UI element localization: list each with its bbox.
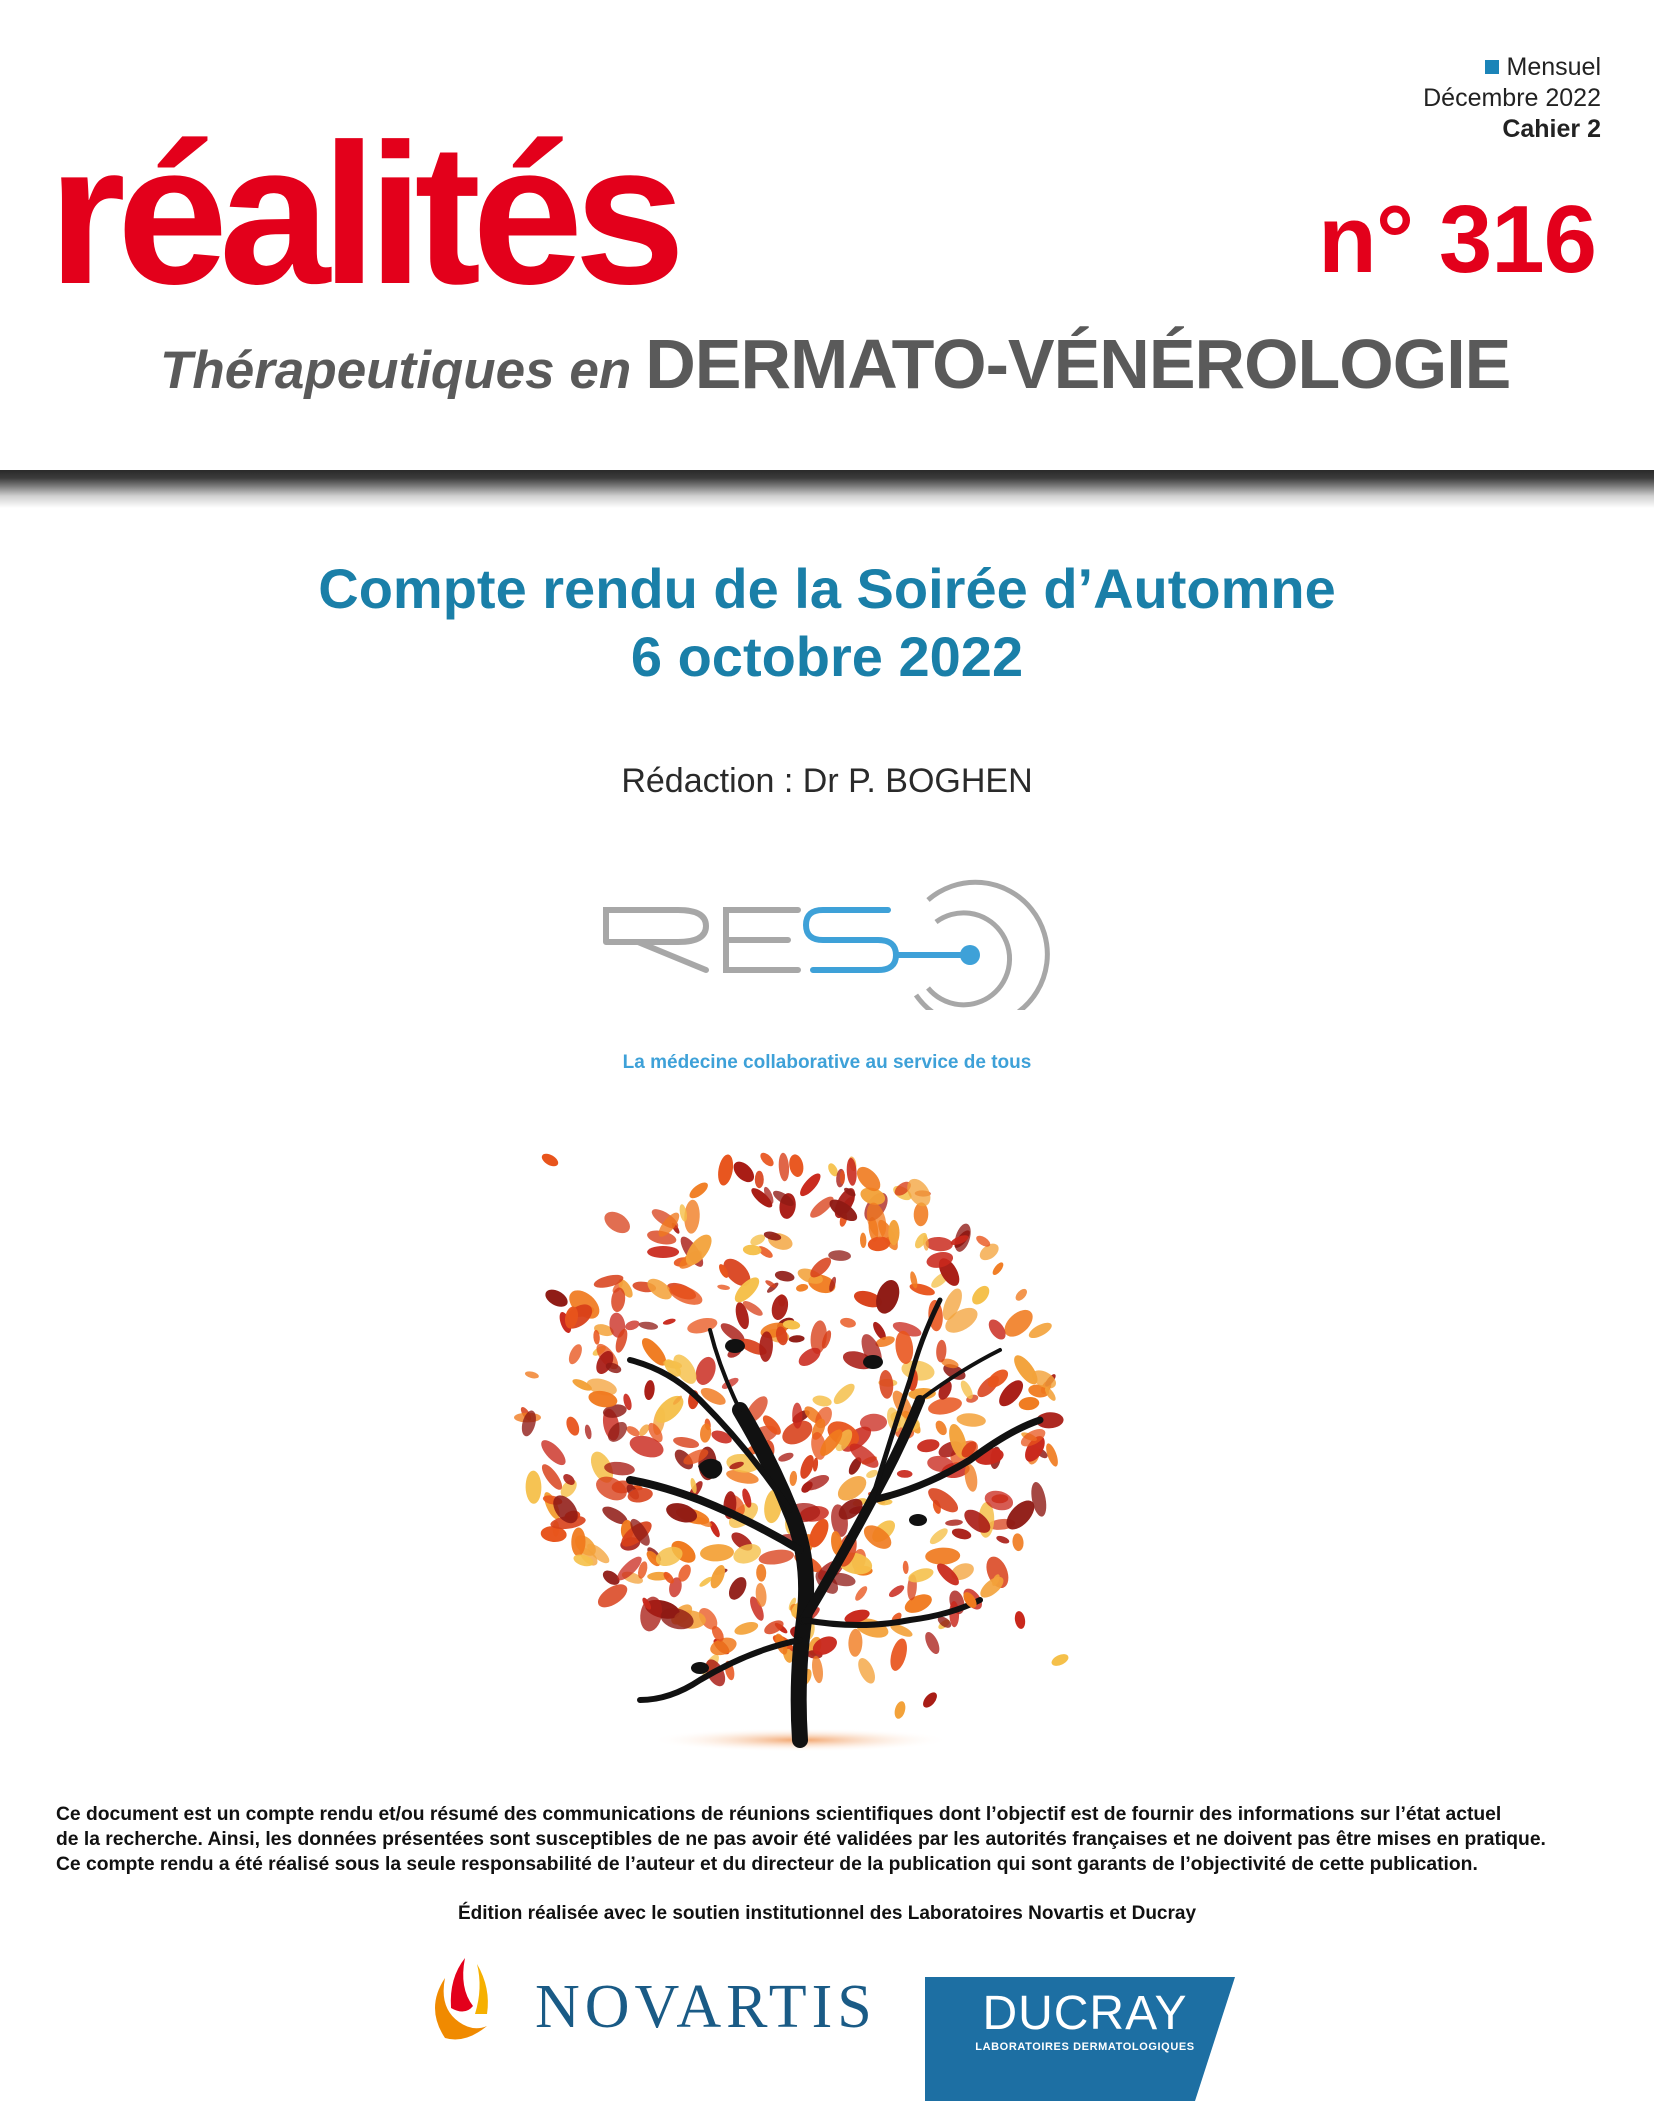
- falling-leaf: [893, 1700, 907, 1720]
- leaf-shape: [888, 1220, 899, 1245]
- leaf-shape: [925, 1236, 953, 1252]
- leaf-shape: [860, 1232, 867, 1248]
- bird-icon: [909, 1514, 927, 1526]
- subtitle-specialty: DERMATO-VÉNÉROLOGIE: [645, 325, 1511, 403]
- magazine-brand: réalités: [48, 103, 677, 326]
- leaf-shape: [848, 1629, 863, 1657]
- leaf-shape: [787, 1153, 805, 1178]
- leaf-shape: [725, 1574, 750, 1603]
- leaf-shape: [831, 1380, 858, 1407]
- falling-leaf: [540, 1151, 561, 1169]
- falling-leaf: [1050, 1652, 1071, 1669]
- leaf-shape: [969, 1283, 993, 1308]
- frequency-label: Mensuel: [1506, 53, 1601, 81]
- leaf-shape: [789, 1335, 805, 1343]
- leaf-shape: [525, 1470, 541, 1503]
- leaf-shape: [733, 1620, 760, 1638]
- leaf-shape: [717, 1284, 730, 1291]
- leaf-shape: [933, 1419, 949, 1437]
- leaf-shape: [756, 1564, 767, 1582]
- leaf-shape: [762, 1618, 786, 1638]
- novartis-logo: NOVARTIS: [535, 1973, 877, 2041]
- leaf-shape: [812, 1394, 833, 1408]
- leaf-shape: [769, 1293, 790, 1322]
- leaf-shape: [902, 1591, 935, 1617]
- leaf-shape: [662, 1317, 676, 1325]
- leaf-shape: [1013, 1287, 1029, 1303]
- leaf-shape: [524, 1370, 539, 1380]
- leaf-shape: [777, 1451, 795, 1463]
- autumn-tree-illustration: [500, 1120, 1140, 1760]
- disclaimer-line: Ce document est un compte rendu et/ou résumé des communications de réunions scientifiques dont l’objectif est de fournir des informations sur l’état actuel: [56, 1804, 1502, 1825]
- leaf-shape: [925, 1547, 961, 1565]
- cahier-label: Cahier 2: [1502, 115, 1601, 143]
- leaf-shape: [828, 1250, 851, 1262]
- leaf-shape: [1018, 1396, 1040, 1411]
- leaf-shape: [902, 1561, 908, 1574]
- issue-number: n° 316: [1318, 186, 1596, 293]
- leaf-shape: [647, 1246, 679, 1258]
- leaf-shape: [1012, 1533, 1025, 1552]
- bird-icon: [863, 1355, 883, 1369]
- leaf-shape: [758, 1150, 776, 1168]
- leaf-shape: [601, 1207, 634, 1237]
- falling-leaf: [1014, 1610, 1027, 1629]
- leaf-shape: [878, 1370, 894, 1400]
- leaf-shape: [839, 1317, 856, 1329]
- bird-icon: [691, 1662, 709, 1674]
- issue-meta: [1423, 52, 1601, 145]
- cover-title-line1: Compte rendu de la Soirée d’Automne: [318, 557, 1336, 620]
- disclaimer-line: Ce compte rendu a été réalisé sous la seule responsabilité de l’auteur et du directeur de la publication qui sont garants de l’objectivité de cette publication.: [56, 1854, 1478, 1875]
- falling-leaf: [920, 1690, 939, 1710]
- leaf-shape: [537, 1436, 569, 1469]
- leaf-shape: [730, 1158, 758, 1186]
- leaf-shape: [566, 1342, 584, 1366]
- leaf-shape: [755, 1171, 764, 1188]
- leaf-shape: [716, 1153, 735, 1186]
- leaf-shape: [951, 1527, 973, 1541]
- reso-tagline: La médecine collaborative au service de tous: [622, 1052, 1032, 1073]
- leaf-shape: [927, 1526, 950, 1547]
- leaf-shape: [584, 1424, 593, 1440]
- disclaimer-line: de la recherche. Ainsi, les données présentées sont susceptibles de ne pas avoir été validées par les autorités françaises et ne doivent pas être mises en pratique.: [56, 1829, 1546, 1850]
- square-bullet-icon: [1485, 60, 1499, 74]
- leaf-shape: [672, 1435, 700, 1450]
- leaf-shape: [887, 1583, 906, 1599]
- leaf-shape: [692, 1354, 719, 1387]
- redaction-credit: Rédaction : Dr P. BOGHEN: [621, 762, 1033, 800]
- issue-date: Décembre 2022: [1423, 84, 1601, 112]
- leaf-shape: [916, 1438, 940, 1454]
- leaf-shape: [731, 1541, 764, 1568]
- cover-title: [0, 555, 1654, 691]
- leaf-shape: [742, 1244, 761, 1256]
- leaf-shape: [840, 1170, 845, 1184]
- leaf-shape: [853, 1584, 869, 1602]
- leaf-shape: [810, 1655, 824, 1684]
- leaf-shape: [708, 1563, 728, 1590]
- magazine-subtitle: [160, 322, 1596, 426]
- leaf-shape: [686, 1315, 719, 1336]
- leaf-shape: [638, 1321, 658, 1331]
- leaf-shape: [924, 1484, 962, 1517]
- tree-foliage: [514, 1150, 1064, 1689]
- header-divider: [0, 470, 1654, 508]
- reso-logo: [598, 870, 1058, 1010]
- leaf-shape: [897, 1470, 913, 1478]
- leaf-shape: [538, 1461, 565, 1492]
- leaf-shape: [778, 1152, 790, 1181]
- leaf-shape: [789, 1471, 798, 1487]
- cover-title-line2: 6 octobre 2022: [630, 625, 1024, 688]
- leaf-shape: [995, 1534, 1010, 1545]
- reso-dot-icon: [960, 945, 980, 965]
- leaf-shape: [945, 1519, 963, 1526]
- leaf-shape: [991, 1261, 1006, 1277]
- leaf-shape: [687, 1180, 711, 1202]
- ducray-logo: DUCRAY: [982, 1987, 1188, 2040]
- leaf-shape: [855, 1656, 879, 1686]
- leaf-shape: [922, 1630, 942, 1656]
- leaf-shape: [700, 1543, 735, 1562]
- leaf-shape: [758, 1548, 795, 1567]
- leaf-shape: [542, 1286, 570, 1310]
- leaf-shape: [564, 1415, 582, 1438]
- subtitle-italic: Thérapeutiques en: [160, 341, 632, 400]
- bird-icon: [725, 1339, 745, 1353]
- leaf-shape: [774, 1269, 795, 1283]
- leaf-shape: [956, 1412, 986, 1428]
- leaf-shape: [795, 1283, 808, 1293]
- ducray-subtitle: LABORATOIRES DERMATOLOGIQUES: [975, 2041, 1195, 2053]
- leaf-shape: [643, 1380, 655, 1401]
- support-notice: Édition réalisée avec le soutien institutionnel des Laboratoires Novartis et Ducray: [457, 1903, 1197, 1924]
- leaf-shape: [887, 1637, 910, 1673]
- leaf-shape: [872, 1277, 904, 1317]
- disclaimer-text: [56, 1802, 1602, 1877]
